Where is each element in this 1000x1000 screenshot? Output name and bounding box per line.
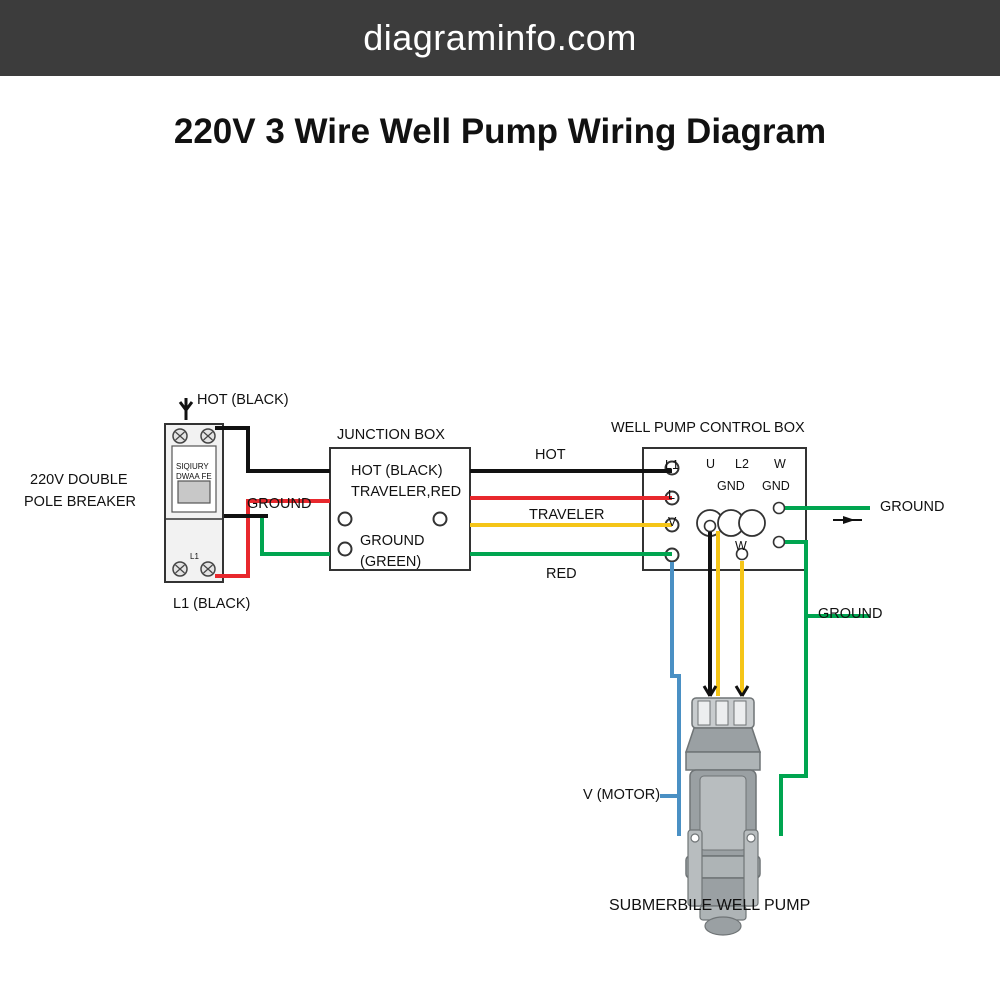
label-breaker-face-top: SIQIURY xyxy=(176,462,209,471)
label-v-motor: V (MOTOR) xyxy=(583,787,661,803)
label-traveler: TRAVELER xyxy=(529,507,605,523)
wire-hot-black-breaker xyxy=(215,428,330,471)
wiring-diagram-svg xyxy=(0,76,1000,1000)
label-l1-black: L1 (BLACK) xyxy=(173,596,251,612)
label-cb-l2: L2 xyxy=(735,457,749,471)
label-red: RED xyxy=(546,566,577,582)
label-ground-breaker: GROUND xyxy=(247,496,312,512)
label-hot-black-top: HOT (BLACK) xyxy=(197,392,289,408)
watermark-text: diagraminfo.com xyxy=(363,17,637,58)
wire-ground-breaker xyxy=(228,516,330,554)
label-junction-box: JUNCTION BOX xyxy=(337,427,445,443)
watermark-bar xyxy=(0,0,1000,76)
page-title: 220V 3 Wire Well Pump Wiring Diagram xyxy=(173,112,827,151)
label-cb-u: U xyxy=(706,457,716,471)
label-ground-right-bottom: GROUND xyxy=(818,606,883,622)
label-breaker-face-bottom: L1 xyxy=(190,552,199,561)
label-cb-v: V xyxy=(668,515,677,529)
label-jb-hot-black: HOT (BLACK) xyxy=(351,463,443,479)
wire-ground-pump xyxy=(781,616,806,836)
label-cb-l1: L1 xyxy=(665,458,679,472)
label-pump-caption: SUBMERBILE WELL PUMP xyxy=(609,897,811,914)
wire-red-breaker xyxy=(215,501,330,576)
label-cb-w-lower: W xyxy=(735,539,747,553)
label-hot: HOT xyxy=(535,447,566,463)
label-cb-w: W xyxy=(774,457,786,471)
label-control-box: WELL PUMP CONTROL BOX xyxy=(611,420,805,436)
label-jb-ground-line1: GROUND xyxy=(360,533,425,549)
label-cb-gnd-right: GND xyxy=(762,479,790,493)
label-breaker-line1: 220V DOUBLE xyxy=(30,472,128,488)
label-breaker-face-mid: DWAA FE xyxy=(176,472,212,481)
label-cb-l: L xyxy=(668,488,675,502)
label-jb-traveler-red: TRAVELER,RED xyxy=(351,484,462,500)
label-breaker-line2: POLE BREAKER xyxy=(24,494,137,510)
wiring-diagram xyxy=(0,76,1000,1000)
wire-blue-motor xyxy=(672,562,679,696)
label-cb-gnd-left: GND xyxy=(717,479,745,493)
label-jb-ground-line2: (GREEN) xyxy=(360,554,422,570)
label-ground-right-top: GROUND xyxy=(880,499,945,515)
